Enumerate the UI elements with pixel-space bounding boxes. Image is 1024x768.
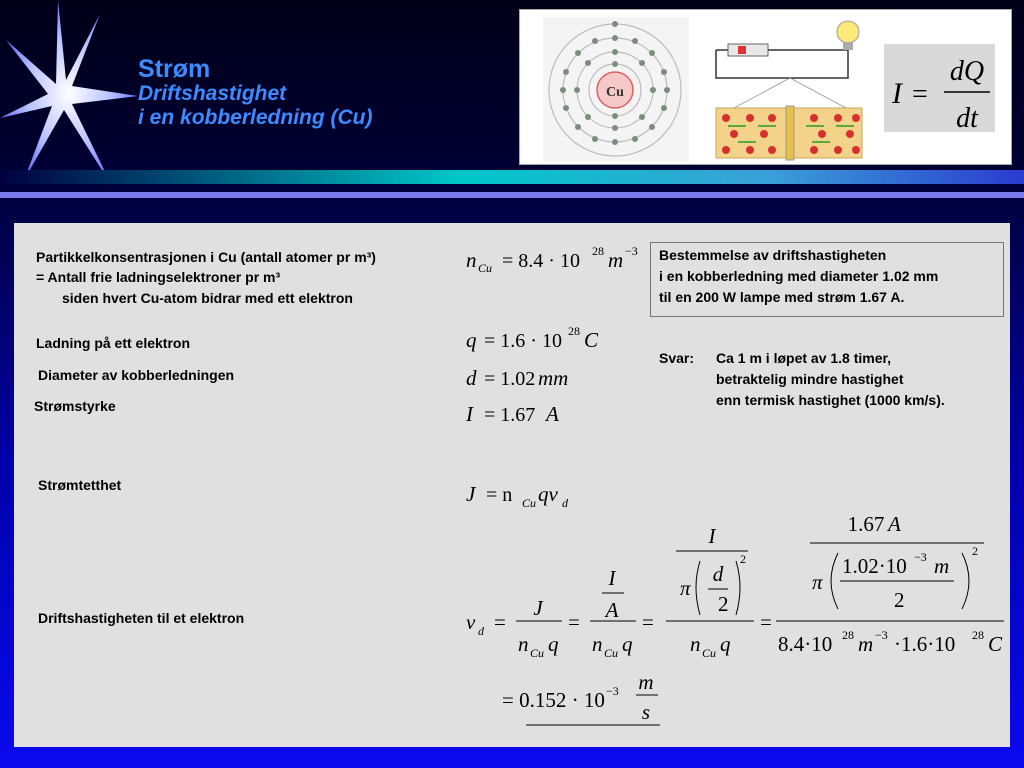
- label-drift-velocity: Driftshastigheten til et elektron: [38, 610, 245, 626]
- svg-text:qv: qv: [538, 482, 558, 506]
- svg-text:Cu: Cu: [522, 496, 537, 510]
- svg-text:Cu: Cu: [530, 646, 545, 660]
- svg-text:I: I: [466, 402, 473, 426]
- svg-text:q: q: [720, 632, 731, 656]
- copper-atom-diagram: [543, 17, 689, 161]
- svg-text:d: d: [478, 624, 484, 638]
- svg-text:I: I: [608, 566, 616, 590]
- svg-text:2: 2: [972, 544, 978, 558]
- svg-text:−3: −3: [606, 684, 619, 698]
- illustration-panel: [519, 9, 1012, 165]
- answer-line1: Ca 1 m i løpet av 1.8 timer,: [716, 350, 892, 366]
- svg-text:n: n: [690, 632, 701, 656]
- title-block: [138, 56, 373, 130]
- svg-text:m: m: [608, 248, 624, 272]
- content-panel: [14, 223, 1010, 747]
- svg-text:J: J: [533, 596, 543, 620]
- svg-text:=: =: [568, 610, 580, 634]
- svg-text:C: C: [988, 632, 1003, 656]
- svg-text:28: 28: [592, 244, 604, 258]
- svg-text:28: 28: [972, 628, 984, 642]
- info-box-line3: til en 200 W lampe med strøm 1.67 A.: [659, 289, 905, 305]
- svg-text:2: 2: [740, 552, 746, 566]
- equations-simple: [454, 233, 654, 523]
- svg-text:A: A: [546, 402, 559, 426]
- formula-box: [884, 44, 995, 134]
- svg-text:= n: = n: [486, 484, 513, 506]
- svg-text:π: π: [812, 570, 823, 594]
- svg-text:n: n: [592, 632, 603, 656]
- svg-text:q: q: [548, 632, 559, 656]
- info-box-line1: Bestemmelse av driftshastigheten: [659, 247, 887, 263]
- svg-text:= 1.67: = 1.67: [484, 404, 536, 426]
- answer-line2: betraktelig mindre hastighet: [716, 371, 904, 387]
- illustration-svg: [520, 10, 1011, 164]
- svg-text:J: J: [466, 482, 476, 506]
- equation-J: [466, 482, 569, 510]
- svg-text:Cu: Cu: [604, 646, 619, 660]
- star-decoration: [0, 0, 150, 190]
- svg-text:A: A: [888, 512, 901, 536]
- svg-text:= 1.02: = 1.02: [484, 368, 536, 390]
- svg-text:28: 28: [842, 628, 854, 642]
- equation-n-cu: [466, 244, 638, 275]
- drift-velocity-result: = 0.152 · 10: [502, 688, 605, 712]
- formula-numerator: dQ: [949, 56, 985, 87]
- svg-text:π: π: [680, 576, 691, 600]
- svg-text:d: d: [712, 562, 724, 586]
- svg-text:v: v: [466, 610, 476, 634]
- answer-line3: enn termisk hastighet (1000 km/s).: [716, 392, 945, 408]
- equation-d: [466, 366, 568, 390]
- page-subtitle-2: i en kobberledning (Cu): [138, 106, 373, 129]
- svg-text:Cu: Cu: [478, 261, 493, 275]
- svg-text:−3: −3: [875, 628, 888, 642]
- label-wire-diameter: Diameter av kobberledningen: [38, 367, 235, 383]
- svg-text:d: d: [466, 366, 477, 390]
- answer-prefix: Svar:: [659, 350, 695, 366]
- formula-lhs: I: [892, 77, 902, 110]
- label-current-density: Strømtetthet: [38, 477, 122, 493]
- svg-text:1.67: 1.67: [847, 512, 885, 536]
- svg-text:2: 2: [894, 588, 905, 612]
- svg-text:n: n: [466, 248, 477, 272]
- label-electron-charge: Ladning på ett elektron: [36, 335, 191, 351]
- atom-label: Cu: [606, 85, 624, 100]
- svg-text:28: 28: [568, 324, 580, 338]
- formula-eq: =: [912, 79, 928, 110]
- svg-text:m: m: [858, 632, 874, 656]
- divider-stripes: [0, 170, 1024, 200]
- svg-text:q: q: [622, 632, 633, 656]
- svg-text:= 1.6 · 10: = 1.6 · 10: [484, 330, 562, 352]
- label-current: Strømstyrke: [34, 398, 116, 414]
- svg-text:=: =: [760, 610, 772, 634]
- svg-text:·1.6·10: ·1.6·10: [894, 632, 956, 656]
- equation-q: [466, 324, 599, 352]
- svg-text:A: A: [605, 598, 619, 622]
- formula-denominator: dt: [956, 103, 978, 134]
- svg-text:C: C: [584, 328, 599, 352]
- page-subtitle-1: Driftshastighet: [138, 82, 287, 105]
- svg-text:−3: −3: [914, 550, 927, 564]
- svg-text:2: 2: [718, 592, 729, 616]
- svg-text:n: n: [518, 632, 529, 656]
- label-free-electrons: = Antall frie ladningselektroner pr m³: [36, 269, 281, 285]
- svg-text:m: m: [934, 554, 950, 578]
- svg-text:−3: −3: [625, 244, 638, 258]
- label-cu-atom-contribution: siden hvert Cu-atom bidrar med ett elektron: [62, 290, 353, 306]
- svg-text:=: =: [642, 610, 654, 634]
- svg-text:= 8.4 · 10: = 8.4 · 10: [502, 250, 580, 272]
- svg-text:m: m: [638, 670, 654, 694]
- svg-text:d: d: [562, 496, 568, 510]
- svg-text:I: I: [708, 524, 716, 548]
- circuit-diagram: [716, 21, 862, 160]
- svg-text:1.02·10: 1.02·10: [842, 554, 907, 578]
- info-box-line2: i en kobberledning med diameter 1.02 mm: [659, 268, 939, 284]
- svg-text:s: s: [641, 700, 651, 724]
- equation-I: [465, 402, 559, 426]
- svg-text:q: q: [466, 328, 477, 352]
- svg-text:8.4·10: 8.4·10: [778, 632, 833, 656]
- info-box: [650, 242, 1004, 317]
- svg-text:mm: mm: [538, 366, 569, 390]
- label-particle-concentration: Partikkelkonsentrasjonen i Cu (antall atomer pr m³): [36, 249, 376, 265]
- equation-drift-velocity: [454, 511, 1010, 733]
- svg-text:=: =: [494, 610, 506, 634]
- page-title: Strøm: [138, 55, 211, 83]
- svg-text:Cu: Cu: [702, 646, 717, 660]
